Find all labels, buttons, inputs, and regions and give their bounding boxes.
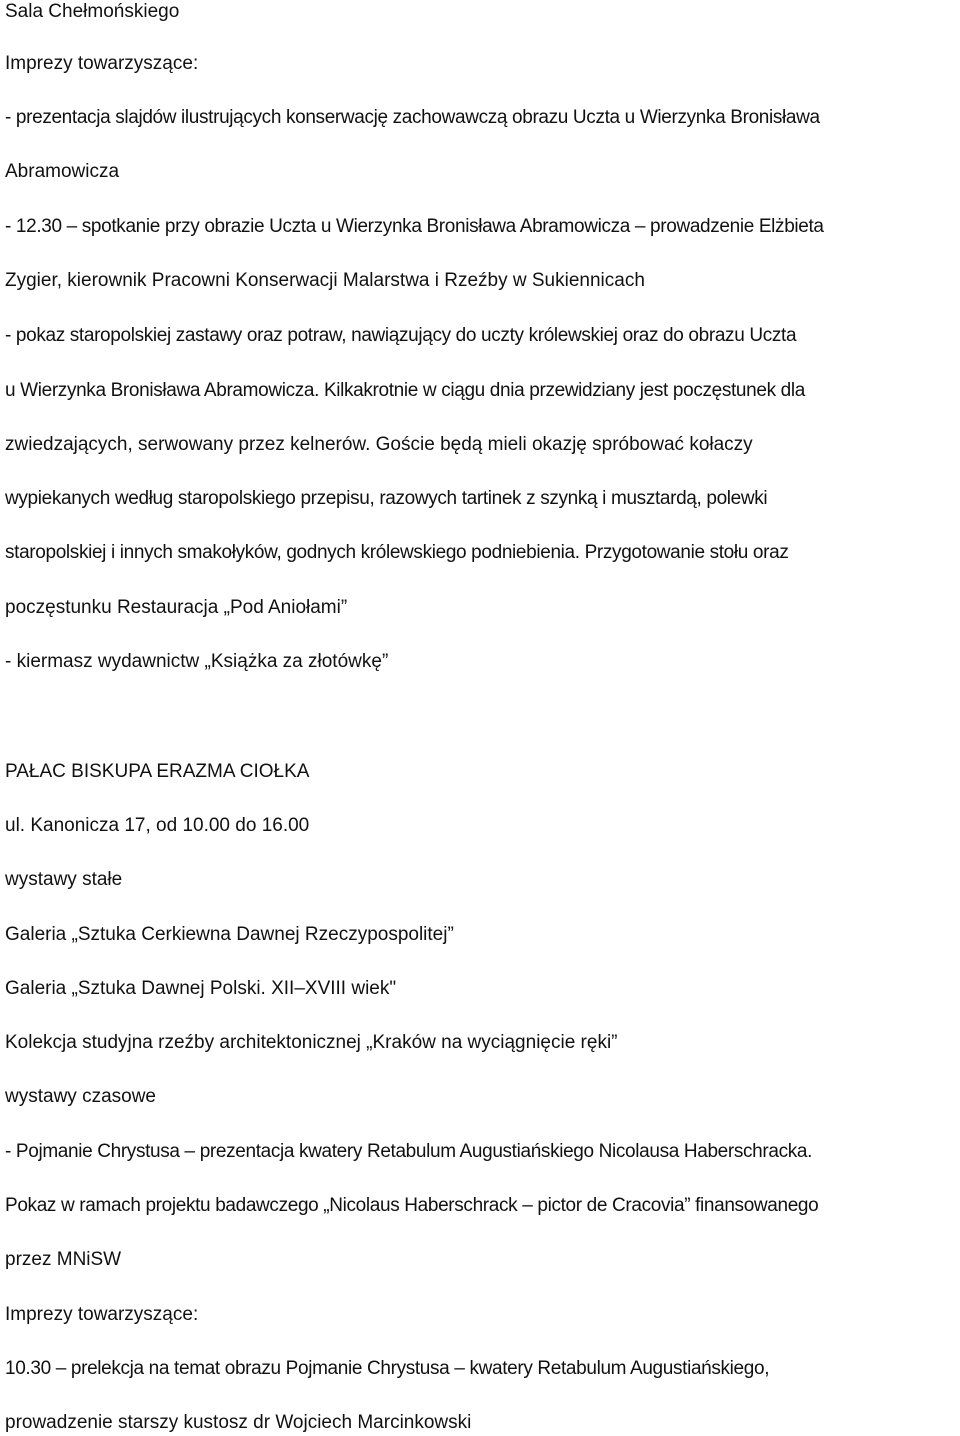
text-line: 10.30 – prelekcja na temat obrazu Pojmanie Chrystusa – kwatery Retabulum Augustiańskiego, xyxy=(5,1358,770,1379)
text-line: ul. Kanonicza 17, od 10.00 do 16.00 xyxy=(5,815,310,836)
text-line: - prezentacja slajdów ilustrujących konserwację zachowawczą obrazu Uczta u Wierzynka Bronisława xyxy=(5,107,820,128)
text-line: Galeria „Sztuka Dawnej Polski. XII–XVIII wiek" xyxy=(5,978,397,999)
text-line: Pokaz w ramach projektu badawczego „Nicolaus Haberschrack – pictor de Cracovia” finansowanego xyxy=(5,1195,819,1216)
text-line: poczęstunku Restauracja „Pod Aniołami” xyxy=(5,597,348,618)
text-line: - Pojmanie Chrystusa – prezentacja kwatery Retabulum Augustiańskiego Nicolausa Haberschracka. xyxy=(5,1141,813,1162)
text-line: wystawy stałe xyxy=(5,869,123,890)
text-line: wypiekanych według staropolskiego przepisu, razowych tartinek z szynką i musztardą, polewki xyxy=(5,488,768,509)
text-line: staropolskiej i innych smakołyków, godnych królewskiego podniebienia. Przygotowanie stołu oraz xyxy=(5,542,789,563)
text-line: - 12.30 – spotkanie przy obrazie Uczta u Wierzynka Bronisława Abramowicza – prowadzenie Elżbieta xyxy=(5,216,824,237)
text-line: przez MNiSW xyxy=(5,1249,122,1270)
text-line: u Wierzynka Bronisława Abramowicza. Kilkakrotnie w ciągu dnia przewidziany jest poczęstunek dla xyxy=(5,380,805,401)
text-line: prowadzenie starszy kustosz dr Wojciech Marcinkowski xyxy=(5,1412,472,1433)
text-line: Imprezy towarzyszące: xyxy=(5,1304,199,1325)
text-line: Galeria „Sztuka Cerkiewna Dawnej Rzeczypospolitej” xyxy=(5,924,454,945)
section-heading: PAŁAC BISKUPA ERAZMA CIOŁKA xyxy=(5,761,310,782)
text-line: Sala Chełmońskiego xyxy=(5,1,180,22)
text-line: zwiedzających, serwowany przez kelnerów. Goście będą mieli okazję spróbować kołaczy xyxy=(5,434,753,455)
text-line: wystawy czasowe xyxy=(5,1086,156,1107)
text-line: - pokaz staropolskiej zastawy oraz potraw, nawiązujący do uczty królewskiej oraz do obrazu Uczta xyxy=(5,325,797,346)
text-line: Imprezy towarzyszące: xyxy=(5,53,199,74)
text-line: Kolekcja studyjna rzeźby architektonicznej „Kraków na wyciągnięcie ręki” xyxy=(5,1032,618,1053)
text-line: Zygier, kierownik Pracowni Konserwacji Malarstwa i Rzeźby w Sukiennicach xyxy=(5,270,645,291)
text-line: - kiermasz wydawnictw „Książka za złotówkę” xyxy=(5,651,389,672)
text-line: Abramowicza xyxy=(5,161,120,182)
